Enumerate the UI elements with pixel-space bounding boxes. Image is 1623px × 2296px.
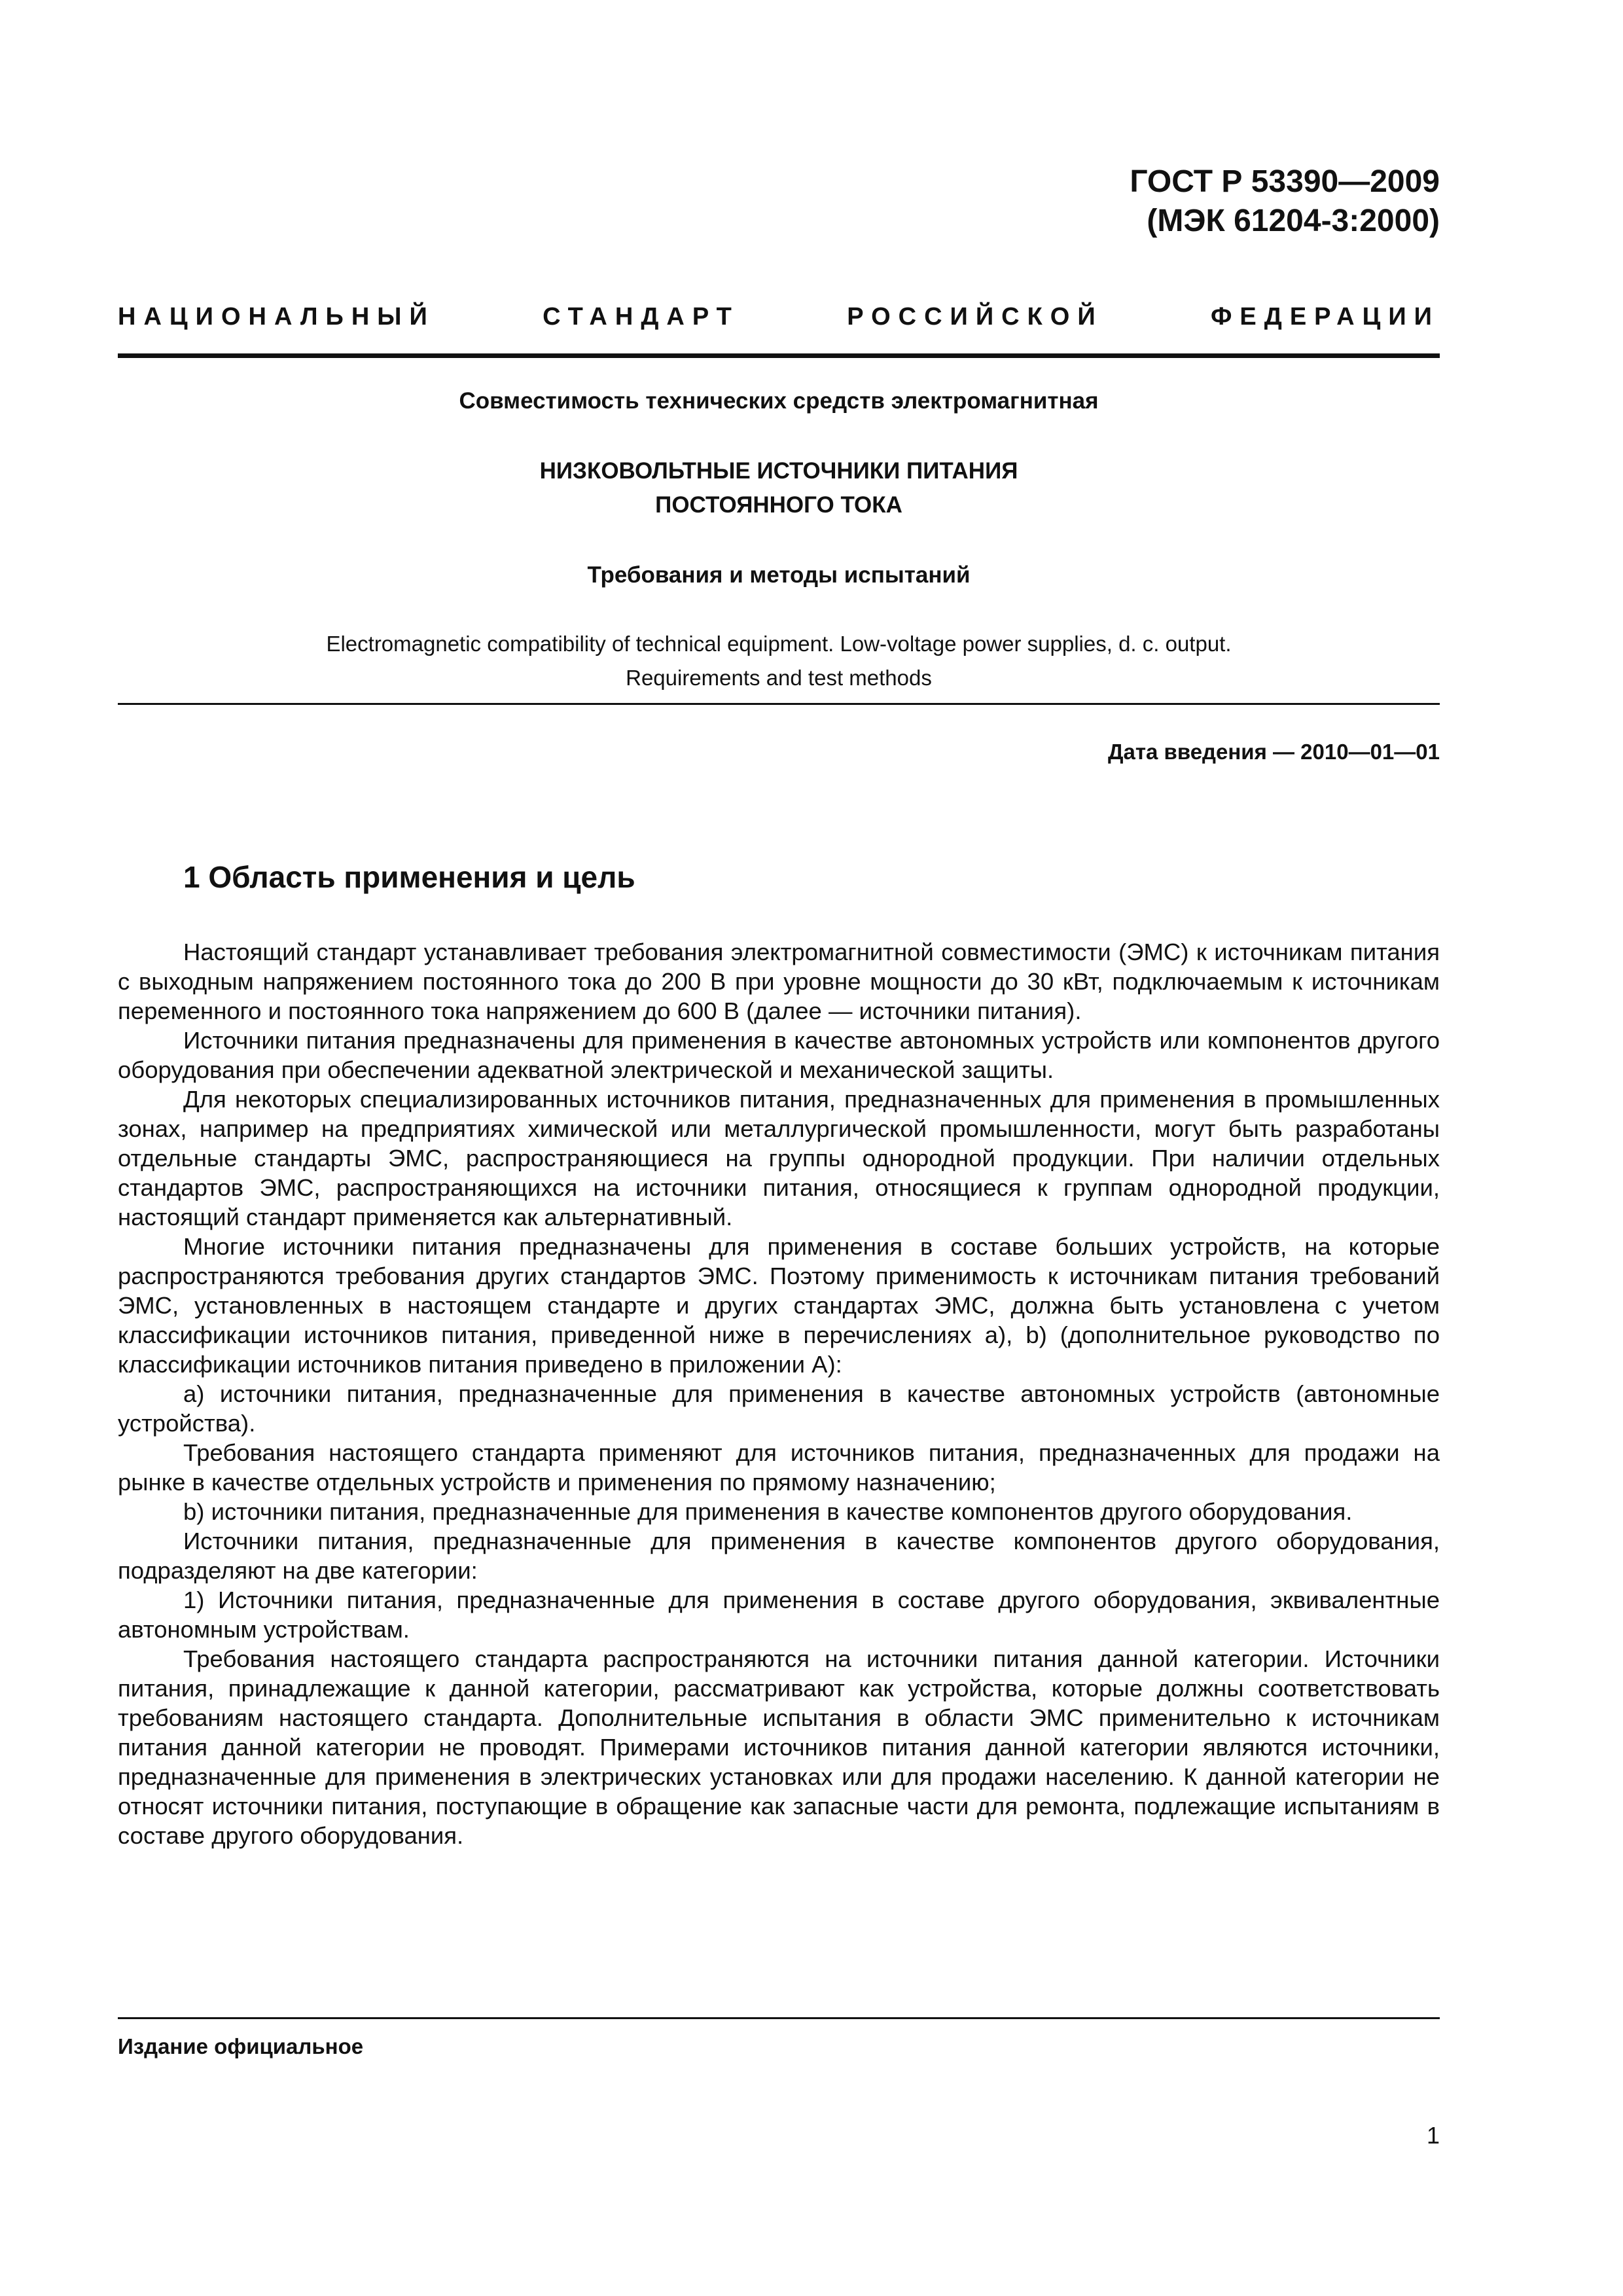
official-edition-label: Издание официальное [118,2034,364,2058]
paragraph: Требования настоящего стандарта применяют для источников питания, предназначенных для продажи на рынке в качестве отдельных устройств и применения по прямому назначению; [118,1439,1440,1496]
paragraph: Источники питания предназначены для применения в качестве автономных устройств или компонентов другого оборудования при обеспечении адекватной электрической и механической защиты. [118,1027,1440,1083]
national-standard-banner: НАЦИОНАЛЬНЫЙ СТАНДАРТ РОССИЙСКОЙ ФЕДЕРАЦИИ [118,303,1440,331]
paragraph: Для некоторых специализированных источников питания, предназначенных для применения в промышленных зонах, например на предприятиях химической или металлургической промышленности, могут быть разработаны отдельные стандарты ЭМС, распространяющиеся на группы однородной продукции. При наличии отдельных стандартов ЭМС, распространяющихся на источники питания, относящиеся к группам однородной продукции, настоящий стандарт применяется как альтернативный. [118,1086,1440,1230]
page-number: 1 [1426,2122,1440,2149]
header-rule [118,353,1440,358]
footer-rule [118,2017,1440,2019]
standard-designation [1130,162,1440,241]
paragraph: Настоящий стандарт устанавливает требования электромагнитной совместимости (ЭМС) к источникам питания с выходным напряжением постоянного тока до 200 В при уровне мощности до 30 кВт, подключаемым к источникам переменного и постоянного тока напряжением до 600 В (далее — источники питания). [118,939,1440,1024]
english-title [118,627,1440,695]
subtitle-line-1: НИЗКОВОЛЬТНЫЕ ИСТОЧНИКИ ПИТАНИЯ [539,458,1018,484]
list-item: b) источники питания, предназначенные для применения в качестве компонентов другого оборудования. [183,1498,1353,1525]
paragraph: Источники питания, предназначенные для применения в качестве компонентов другого оборудования, подразделяют на две категории: [118,1528,1440,1584]
paragraph: Многие источники питания предназначены для применения в составе больших устройств, на которые распространяются требования других стандартов ЭМС. Поэтому применимость к источникам питания требований ЭМС, установленных в настоящем стандарте и других стандартах ЭМС, должна быть установлена с учетом классификации источников питания, приведенной ниже в перечислениях а), b) (дополнительное руководство по классификации источников питания приведено в приложении А): [118,1233,1440,1378]
section-heading: 1 Область применения и цель [183,860,635,894]
title-rule [118,703,1440,705]
english-title-line-2: Requirements and test methods [626,666,932,690]
main-title: Совместимость технических средств электромагнитная [459,388,1099,414]
section-body [118,937,1440,1850]
english-title-line-1: Electromagnetic compatibility of technical equipment. Low-voltage power supplies, d. c. output. [326,632,1232,656]
title-block [118,386,1440,695]
iec-number: (МЭК 61204-3:2000) [1147,204,1440,238]
requirements-title: Требования и методы испытаний [587,562,971,588]
list-item: 1) Источники питания, предназначенные для применения в составе другого оборудования, эквивалентные автономным устройствам. [118,1587,1440,1643]
subtitle-line-2: ПОСТОЯННОГО ТОКА [655,492,902,518]
paragraph: Требования настоящего стандарта распространяются на источники питания данной категории. Источники питания, принадлежащие к данной категории, рассматривают как устройства, которые должны соответствовать требованиям настоящего стандарта. Дополнительные испытания в области ЭМС применительно к источникам питания данной категории не проводят. Примерами источников питания данной категории являются источники, предназначенные для применения в электрических установках или для продажи населению. К данной категории не относят источники питания, поступающие в обращение как запасные части для ремонта, подлежащие испытаниям в составе другого оборудования. [118,1645,1440,1849]
standard-number: ГОСТ Р 53390—2009 [1130,164,1440,199]
subtitle [118,454,1440,522]
introduction-date: Дата введения — 2010—01—01 [1108,740,1440,764]
list-item: а) источники питания, предназначенные для применения в качестве автономных устройств (автономные устройства). [118,1380,1440,1437]
